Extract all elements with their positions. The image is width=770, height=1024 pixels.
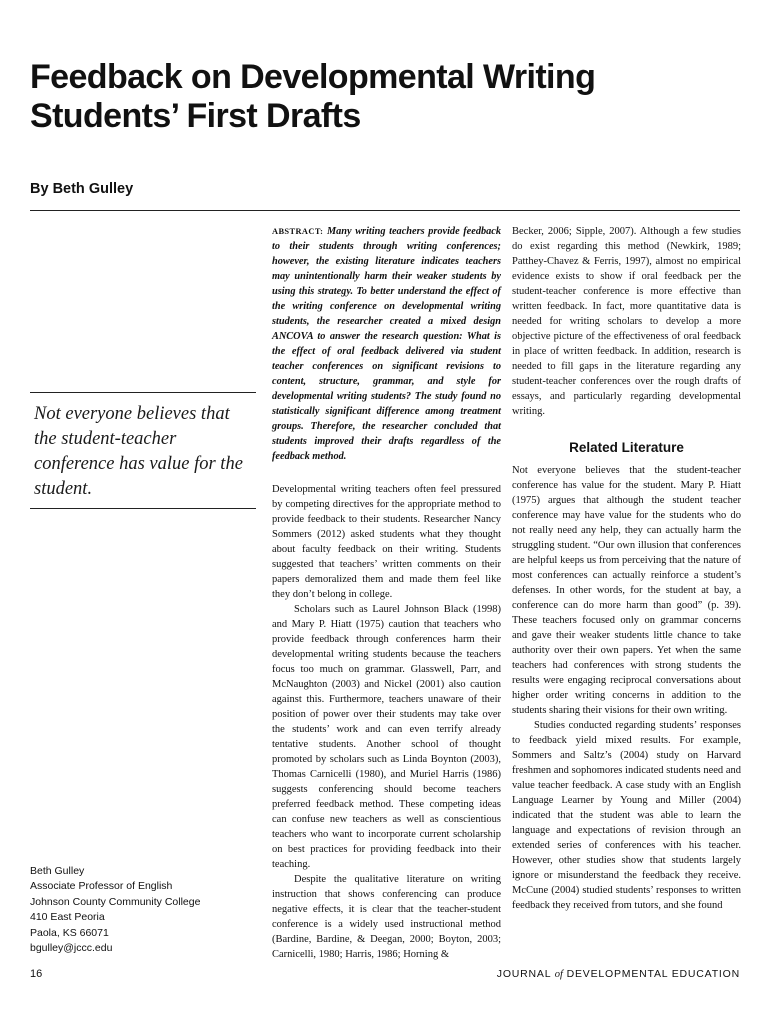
text-column-2 xyxy=(512,224,741,913)
body-paragraph: Developmental writing teachers often feel pressured by competing directives for the appropriate method to provide feedback to their students. Researcher Nancy Sommers (2012) asked students what they thought about faculty feedback on their writing. Students suggested that teachers’ written comments on their papers demoralized them and made them feel like they don’t belong in college. xyxy=(272,484,501,600)
author-name: Beth Gulley xyxy=(30,865,85,877)
body-paragraph: Not everyone believes that the student-teacher conference has value for the student. Mary P. Hiatt (1975) argues that although the student teacher conference may have value for the students who do not really need any help, they can actually harm the struggling student. “Our own illusion that conferences are helpful keeps us from perceiving that the nature of most conferences can actually reinforce a student’s defenses. In other words, for the student at bay, a conference can do more harm than good” (p. 39). These teachers focused only on grammar concerns and gave their weaker students little chance to take authority over their own papers. Yet when the same teachers had conferences with strong students the results were engaging reciprocal conversations about higher order writing concerns in addition to the students sharing their visions for their own writing. xyxy=(512,465,741,716)
abstract-text: Many writing teachers provide feedback to their students through writing conferences; however, the existing literature indicates teachers may unintentionally harm their weaker students by using this strategy. To better understand the effect of the writing conference on developmental writing students, the researcher created a mixed design ANCOVA to answer the research question: What is the effect of oral feedback delivered via student teacher conferences on significant revisions to content, structure, grammar, and style for developmental writing students? The study found no statistically significant difference among treatment groups. Therefore, the researcher concluded that students improved their drafts regardless of the feedback method. xyxy=(272,226,501,462)
author-info xyxy=(30,864,260,956)
page-number: 16 xyxy=(30,968,43,980)
author-city: Paola, KS 66071 xyxy=(30,926,109,939)
text-column-1 xyxy=(272,224,501,962)
author-title: Associate Professor of English xyxy=(30,880,173,893)
journal-name-of: of xyxy=(554,969,563,980)
journal-name-part: JOURNAL xyxy=(496,968,555,980)
body-paragraph: Despite the qualitative literature on writing instruction that shows conferencing can produce negative effects, it is clear that the teacher-student conference is a widely used instructional method (Bardine, Bardine, & Deegan, 2000; Boyton, 2003; Carnicelli, 1980; Harris, 1986; Horning & xyxy=(272,874,501,960)
pull-quote: Not everyone believes that the student-teacher conference has value for the student. xyxy=(34,404,243,499)
article-title: Feedback on Developmental Writing Students’ First Drafts xyxy=(30,58,596,135)
journal-name xyxy=(497,968,740,980)
pull-quote-bottom-rule xyxy=(30,508,256,509)
pull-quote-top-rule xyxy=(30,392,256,393)
top-divider xyxy=(30,210,740,211)
author-institution: Johnson County Community College xyxy=(30,895,201,908)
body-paragraph: Becker, 2006; Sipple, 2007). Although a few studies do exist regarding this method (Newkirk, 1989; Patthey-Chavez & Ferris, 1997), almost no empirical evidence exists to show if oral feedback per the student-teacher conference is more effective than written feedback. In fact, more quantitative data is needed for writing scholars to develop a more objective picture of the effectiveness of oral feedback in place of written feedback. In addition, research is needed to fill gaps in the literature regarding any student-teacher conferences over the rough drafts of essays, and particularly regarding developmental writing. xyxy=(512,226,741,417)
abstract-label: ABSTRACT: xyxy=(272,227,324,236)
author-email: bgulley@jccc.edu xyxy=(30,942,113,955)
abstract xyxy=(272,224,501,464)
byline: By Beth Gulley xyxy=(30,181,134,197)
body-paragraph: Scholars such as Laurel Johnson Black (1998) and Mary P. Hiatt (1975) caution that teachers who provide feedback through conferences harm their developmental writing students because the teachers focus too much on grammar. Glasswell, Parr, and McNaughton (2003) and Nickel (2001) also caution against this. Furthermore, teachers unaware of their position of power over their students may take over the students’ work and can even terrify already tentative students. Another school of thought promoted by scholars such as Linda Boynton (2003), Thomas Carnicelli (1980), and Muriel Harris (1986) suggests conferencing should become teachers preferred feedback method. These competing ideas can confuse new teachers as well as conscientious teachers who want to incorporate current scholarship on best practices for providing feedback into their teaching. xyxy=(272,604,501,870)
journal-name-part: DEVELOPMENTAL EDUCATION xyxy=(562,968,740,980)
body-paragraph: Studies conducted regarding students’ responses to feedback yield mixed results. For example, Sommers and Saltz’s (2004) study on Harvard freshmen and sophomores indicated students need and value teacher feedback. A case study with an English Language Learner by Young and Miller (2004) indicated that the student was able to learn the language and expectations of revision through an extended series of conferences with his teacher. However, other studies show that students largely ignore or misunderstand the feedback they receive. McCune (2004) studied students’ responses to written feedback they received from tutors, and she found xyxy=(512,720,741,911)
author-street: 410 East Peoria xyxy=(30,911,105,924)
section-heading: Related Literature xyxy=(569,440,684,455)
